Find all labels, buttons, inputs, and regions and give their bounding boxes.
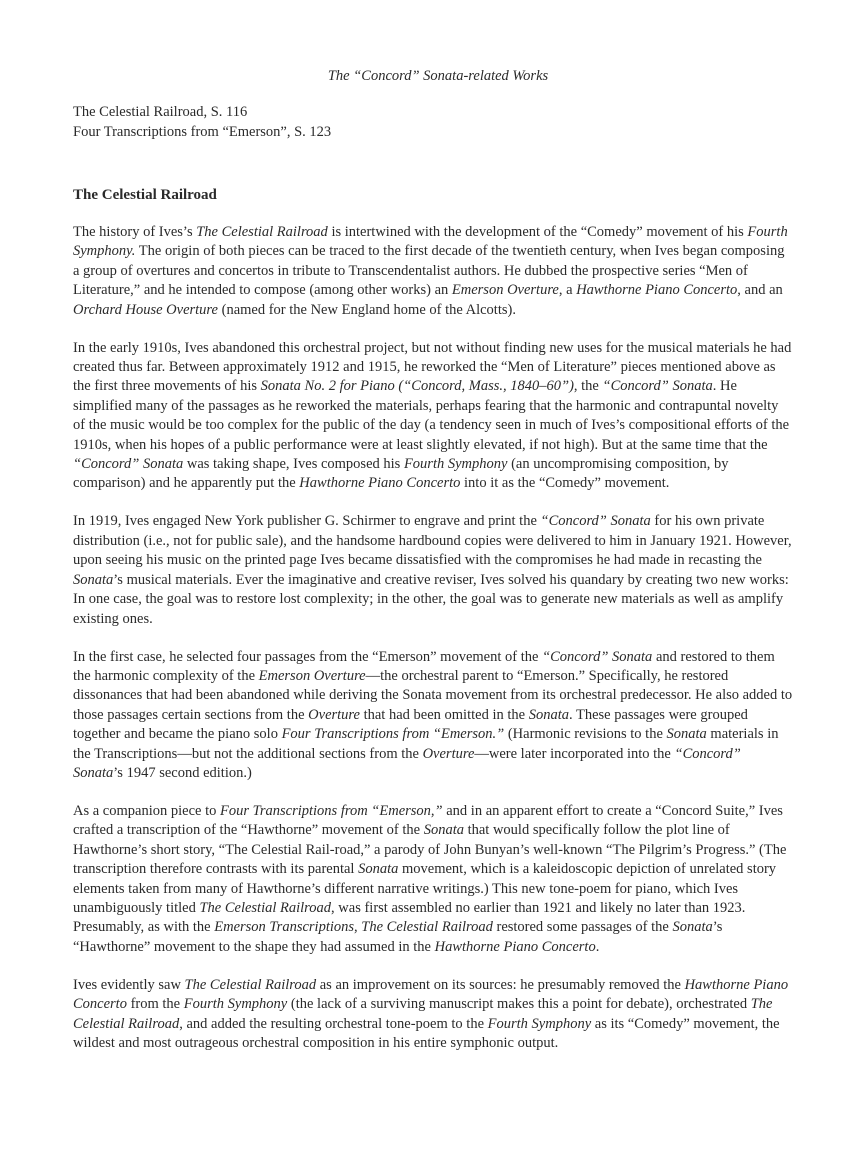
text-run: and restored to them the harmonic complexity of the [73, 648, 775, 684]
text-run: In 1919, Ives engaged New York publisher G. Schirmer to engrave and print the [73, 513, 541, 530]
italic-title-run: Fourth Symphony [487, 1015, 592, 1032]
italic-title-run: Orchard House Overture [73, 301, 218, 318]
body-text [73, 223, 793, 1053]
text-run: , a [558, 282, 577, 299]
text-run: In the early 1910s, Ives abandoned this orchestral project, but not without finding new uses for the musical materials he had created thus far. Between approximately 1912 and 1915, he reworked the “Men of Literature” pieces mentioned above as the first three movements of his [73, 339, 792, 395]
italic-title-run: “Concord” Sonata [540, 513, 651, 530]
italic-title-run: Hawthorne Piano Concerto [73, 976, 789, 1013]
text-run: for his own private distribution (i.e., not for public sale), and the handsome hardbound copies were delivered to him in January 1921. However, upon seeing his music on the printed page Ives became dissatisfied with the compromises he had made in recasting the [73, 513, 792, 569]
section-heading: The Celestial Railroad [73, 187, 217, 203]
italic-title-run: Hawthorne Piano Concerto [576, 282, 738, 299]
italic-title-run: Overture [308, 706, 360, 723]
text-run: into it as the “Comedy” movement. [460, 475, 670, 492]
italic-title-run: Emerson Transcriptions [214, 919, 355, 936]
italic-title-run: Sonata [666, 726, 707, 743]
text-run: that would specifically follow the plot line of Hawthorne’s short story, “The Celestial Rail-road,” a parody of John Bunyan’s well-known “The Pilgrim’s Progress.” (The transcription therefore contrasts with its parental [73, 822, 787, 878]
text-run: The origin of both pieces can be traced to the first decade of the twentieth century, when Ives began composing a group of overtures and concertos in tribute to Transcendentalist authors. He dubbed the prospective series “Men of Literature,” and he intended to compose (among other works) an [73, 243, 785, 299]
running-title: The “Concord” Sonata-related Works [327, 68, 549, 84]
paragraph [73, 512, 793, 628]
text-run: —the orchestral parent to “Emerson.” Specifically, he restored dissonances that had been abandoned while deriving the Sonata movement from its orchestral predecessor. He also added to those passages certain sections from the [73, 667, 793, 723]
italic-title-run: Sonata [358, 861, 399, 878]
text-run: ’s 1947 second edition.) [113, 764, 252, 781]
italic-title-run: Fourth Symphony. [73, 224, 788, 260]
text-run: , [354, 919, 362, 936]
text-run: In the first case, he selected four passages from the “Emerson” movement of the [73, 648, 543, 665]
italic-title-run: “Concord” Sonata [73, 745, 741, 781]
document-page [73, 64, 793, 1072]
text-run: As a companion piece to [73, 802, 220, 819]
italic-title-run: The Celestial Railroad [184, 976, 317, 993]
text-run: as its “Comedy” movement, the wildest and most outrageous orchestral composition in his entire symphonic output. [73, 1015, 780, 1051]
paragraph [73, 648, 793, 784]
italic-title-run: The Celestial Railroad [73, 996, 773, 1032]
italic-title-run: Overture [422, 745, 475, 762]
text-run: ’s “Hawthorne” movement to the shape they had assumed in the [73, 919, 723, 955]
work-entry-celestial-railroad: The Celestial Railroad, S. 116 [73, 104, 248, 120]
text-run: . [595, 938, 600, 955]
italic-title-run: Sonata [672, 919, 713, 936]
paragraph [73, 802, 793, 957]
italic-title-run: Fourth Symphony [403, 456, 508, 473]
text-run: is intertwined with the development of the “Comedy” movement of his [327, 224, 748, 240]
text-run: , and added the resulting orchestral tone-poem to the [179, 1015, 488, 1032]
work-entry-four-transcriptions: Four Transcriptions from “Emerson”, S. 123 [73, 124, 332, 140]
text-run: (the lack of a surviving manuscript makes this a point for debate), orchestrated [287, 996, 751, 1013]
text-run: movement, which is a kaleidoscopic depiction of unrelated story elements taken from many of Hawthorne’s different narrative writings.) This new tone-poem for piano, which Ives unambiguously titled [73, 861, 777, 916]
italic-title-run: “Concord” Sonata [542, 648, 653, 665]
text-run: —were later incorporated into the [474, 745, 675, 762]
italic-title-run: “Concord” Sonata [602, 378, 713, 395]
italic-title-run: The Celestial Railroad [361, 919, 493, 936]
italic-title-run: Hawthorne Piano Concerto [434, 938, 596, 955]
text-run: , the [573, 378, 603, 395]
paragraph [73, 223, 793, 320]
text-run: , and an [737, 282, 783, 299]
text-run: (an uncompromising composition, by comparison) and he apparently put the [73, 456, 729, 492]
italic-title-run: Sonata [528, 706, 569, 723]
text-run: , was first assembled no earlier than 1921 and likely no later than 1923. Presumably, as with the [73, 899, 746, 936]
italic-title-run: Emerson Overture [451, 282, 559, 299]
italic-title-run: Emerson Overture [258, 667, 366, 684]
italic-title-run: Hawthorne Piano Concerto [299, 475, 461, 492]
text-run: from the [126, 996, 184, 1013]
italic-title-run: Sonata [423, 822, 464, 839]
italic-title-run: Sonata No. 2 for Piano (“Concord, Mass., 1840–60”) [260, 378, 574, 395]
text-run: as an improvement on its sources: he presumably removed the [316, 976, 685, 993]
italic-title-run: Four Transcriptions from “Emerson.” [281, 726, 505, 743]
italic-title-run: The Celestial Railroad [196, 224, 328, 240]
works-list [73, 102, 793, 142]
paragraph [73, 339, 793, 494]
text-run: The history of Ives’s [73, 224, 197, 240]
text-run: materials in the Transcriptions—but not the additional sections from the [73, 726, 779, 762]
text-run: that had been omitted in the [359, 706, 529, 723]
text-run: Ives evidently saw [73, 976, 185, 993]
text-run: ’s musical materials. Ever the imaginative and creative reviser, Ives solved his quandary by creating two new works: In one case, the goal was to restore lost complexity; in the other, the goal was to generate new materials as well as amplify existing ones. [73, 571, 789, 627]
text-run: and in an apparent effort to create a “Concord Suite,” Ives crafted a transcription of the “Hawthorne” movement of the [73, 802, 783, 839]
italic-title-run: Fourth Symphony [183, 996, 288, 1013]
text-run: (named for the New England home of the Alcotts). [217, 301, 516, 318]
text-run: was taking shape, Ives composed his [183, 456, 404, 473]
text-run: . These passages were grouped together and became the piano solo [73, 706, 748, 743]
text-run: (Harmonic revisions to the [504, 726, 667, 743]
italic-title-run: Four Transcriptions from “Emerson,” [219, 802, 443, 819]
text-run: restored some passages of the [492, 919, 673, 936]
italic-title-run: The Celestial Railroad [199, 899, 332, 916]
text-run: . He simplified many of the passages as he reworked the materials, perhaps fearing that the harmonic and contrapuntal novelty of the music would be too complex for the public of the day (a tendency seen in much of Ives’s compositional efforts of the 1910s, when his hopes of a public performance were at least slightly elevated, if not high). But at the same time that the [73, 378, 790, 453]
paragraph [73, 976, 793, 1054]
italic-title-run: Sonata [73, 571, 114, 588]
italic-title-run: “Concord” Sonata [73, 456, 184, 473]
